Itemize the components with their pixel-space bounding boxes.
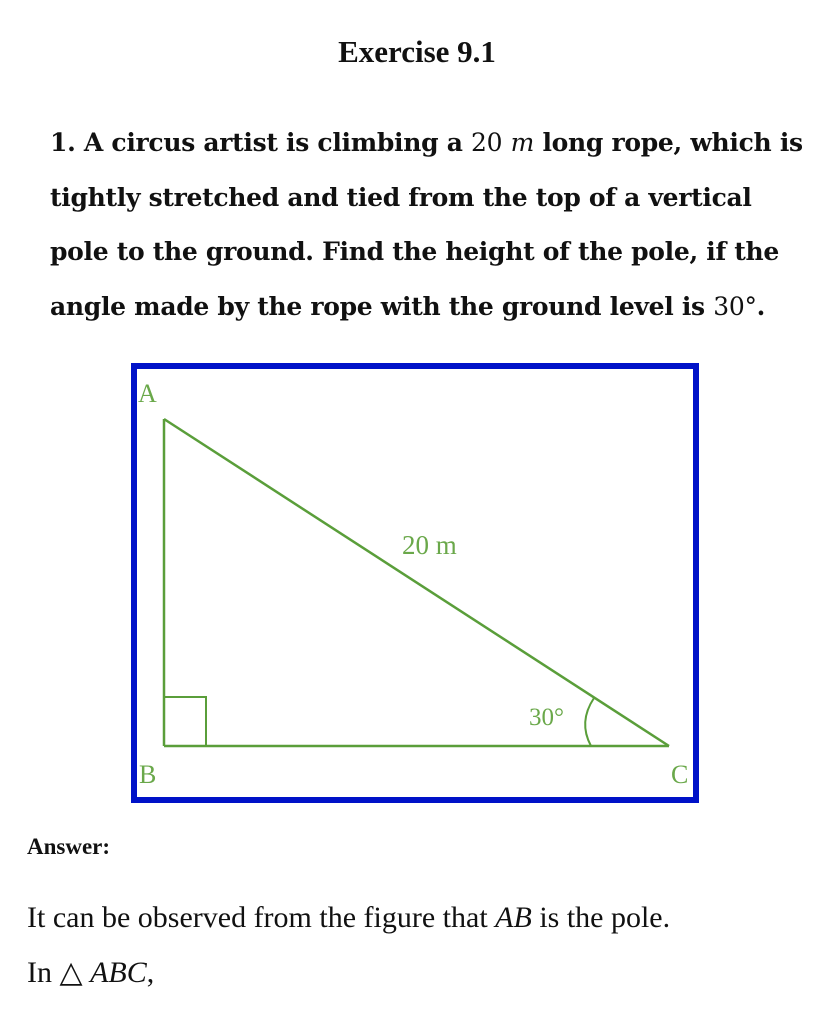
vertex-c-label: C <box>671 760 689 789</box>
question-line-2: tightly stretched and tied from the top of a vertical <box>50 182 752 212</box>
rope-length-unit: m <box>510 128 535 157</box>
vertex-a-label: A <box>138 379 157 408</box>
question-line-4 <box>50 280 810 335</box>
answer-line-1-start: It can be observed from the figure that <box>27 901 488 934</box>
answer-line-2-start: In <box>27 956 52 989</box>
answer-line-1 <box>27 890 817 945</box>
right-angle-marker <box>164 697 206 746</box>
triangle-symbol: △ <box>59 956 83 989</box>
pole-variable: AB <box>495 901 532 934</box>
answer-label: Answer: <box>27 834 111 859</box>
vertex-b-label: B <box>139 760 157 789</box>
answer-text <box>27 890 817 1000</box>
angle-label: 30° <box>529 704 564 731</box>
triangle-figure <box>131 363 699 803</box>
answer-line-2 <box>27 945 817 1000</box>
question-number: 1. <box>50 128 76 157</box>
hypotenuse-label: 20 m <box>402 530 457 560</box>
exercise-title: Exercise 9.1 <box>338 34 496 69</box>
question-line-4-start: angle made by the rope with the ground level is <box>50 291 705 321</box>
question-line-1-end: long rope, which is <box>542 128 803 157</box>
angle-value: 30° <box>713 291 757 321</box>
question-line-1 <box>50 116 810 171</box>
triangle-diagram <box>137 369 693 797</box>
question-text <box>50 116 810 334</box>
rope-length-value: 20 <box>471 128 503 157</box>
side-ac <box>164 419 669 746</box>
question-line-3: pole to the ground. Find the height of the pole, if the <box>50 237 780 266</box>
triangle-variable: ABC <box>90 956 147 989</box>
answer-line-2-end: , <box>146 956 155 989</box>
question-line-1-start: A circus artist is climbing a <box>83 128 463 157</box>
angle-arc <box>585 698 594 746</box>
question-line-4-end: . <box>756 291 766 321</box>
answer-line-1-end: is the pole. <box>539 901 671 934</box>
